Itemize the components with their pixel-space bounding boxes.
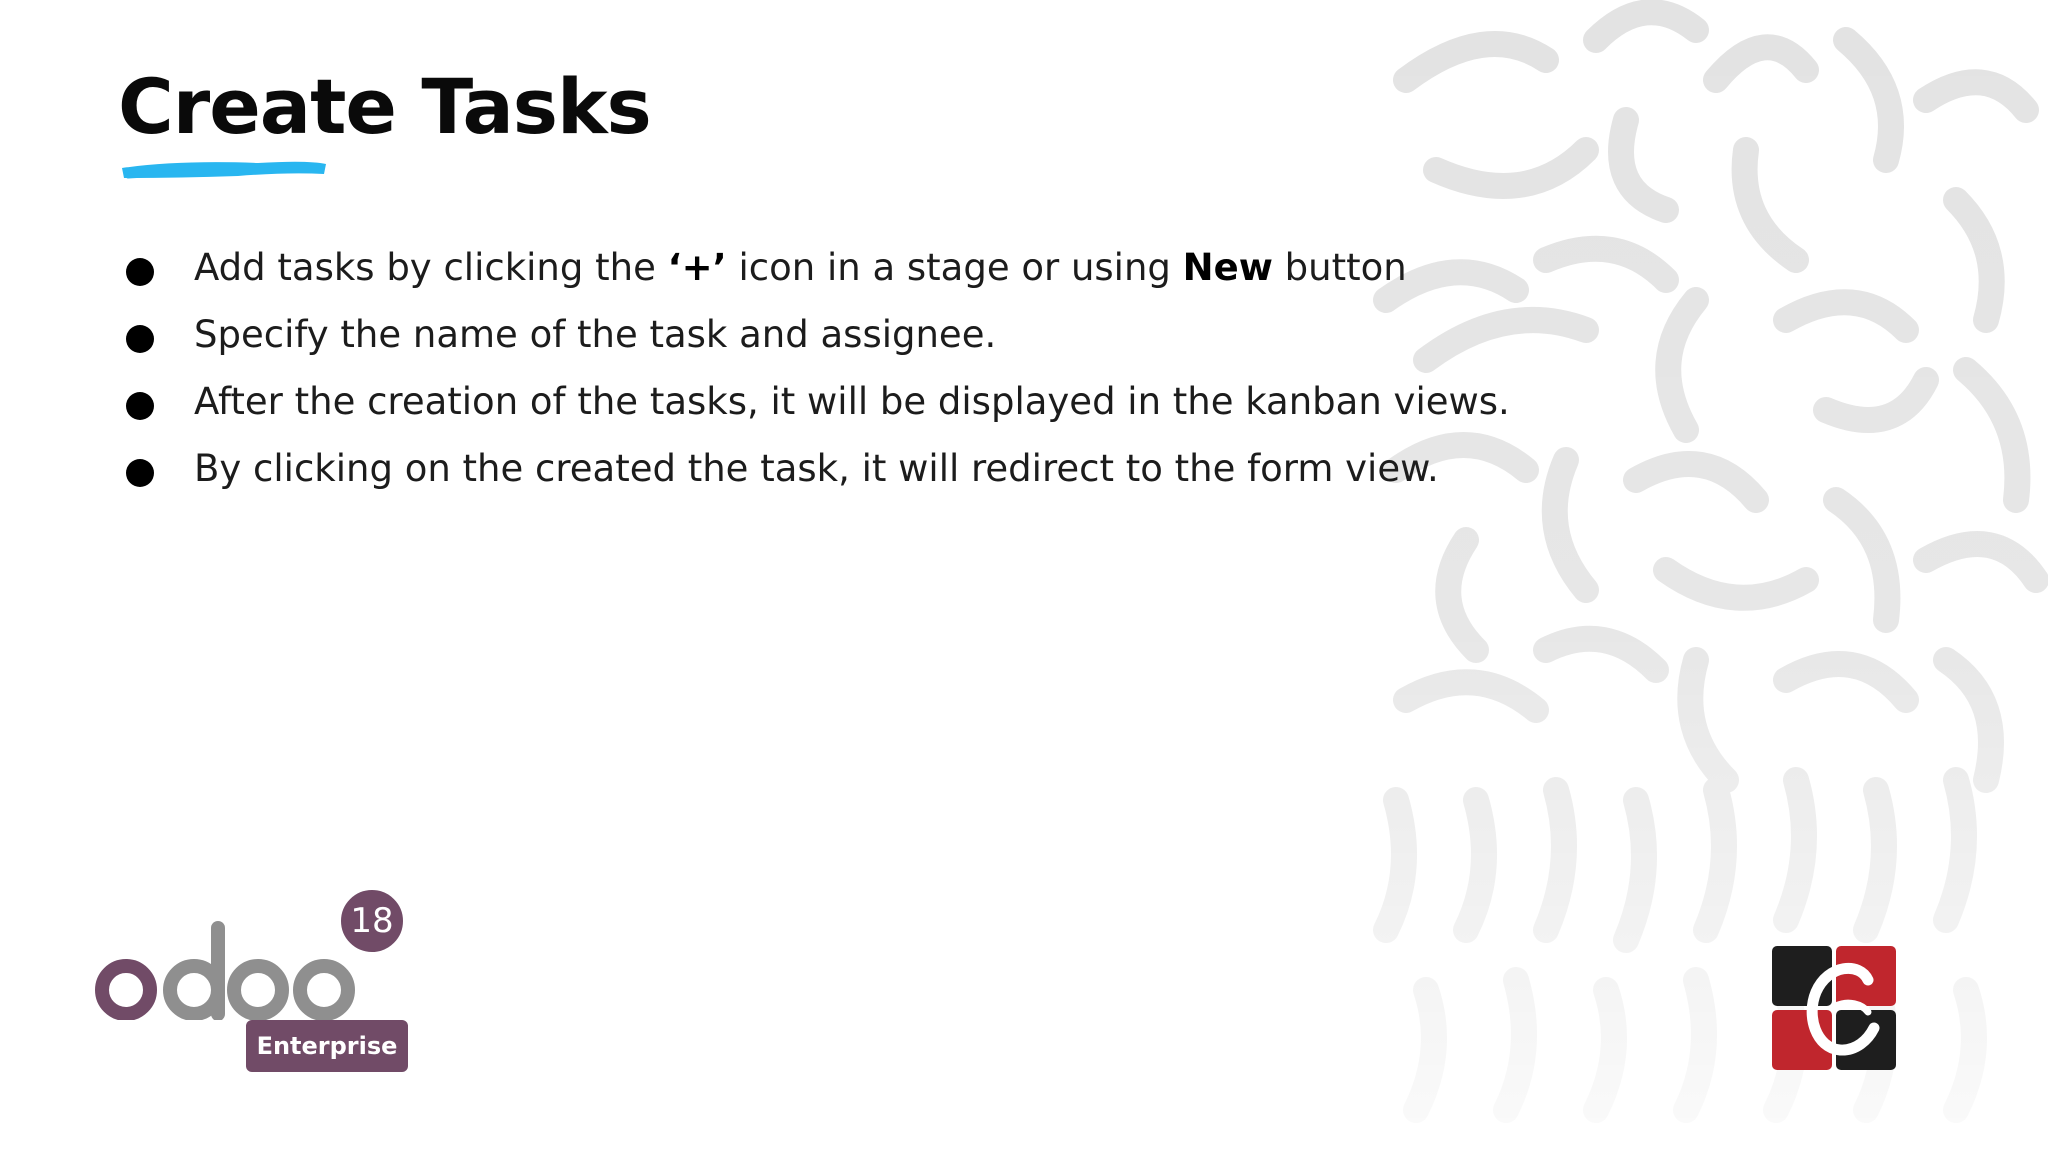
slide-title: Create Tasks: [118, 62, 651, 151]
bullet-text: Specify the name of the task and assignee.: [194, 313, 997, 356]
bullet-item: [124, 234, 1510, 301]
odoo-wordmark-icon: [92, 920, 362, 1020]
brand-c-logo-icon: [1770, 944, 1898, 1072]
bullet-text: After the creation of the tasks, it will be displayed in the kanban views.: [194, 380, 1510, 423]
bullet-list: [124, 234, 1510, 502]
bullet-dot-icon: [126, 258, 154, 286]
odoo-logo: [92, 880, 422, 1080]
bullet-text: Add tasks by clicking the ‘+’ icon in a stage or using New button: [194, 246, 1407, 289]
background-squiggle-pattern: [1366, 0, 2048, 1152]
bullet-item: [124, 435, 1510, 502]
bullet-dot-icon: [126, 459, 154, 487]
bullet-item: [124, 301, 1510, 368]
edition-badge: Enterprise: [246, 1020, 408, 1072]
bullet-dot-icon: [126, 325, 154, 353]
bullet-text: By clicking on the created the task, it will redirect to the form view.: [194, 447, 1439, 490]
bullet-item: [124, 368, 1510, 435]
version-badge: 18: [338, 887, 406, 955]
bullet-dot-icon: [126, 392, 154, 420]
title-underline-stroke: [118, 154, 330, 186]
